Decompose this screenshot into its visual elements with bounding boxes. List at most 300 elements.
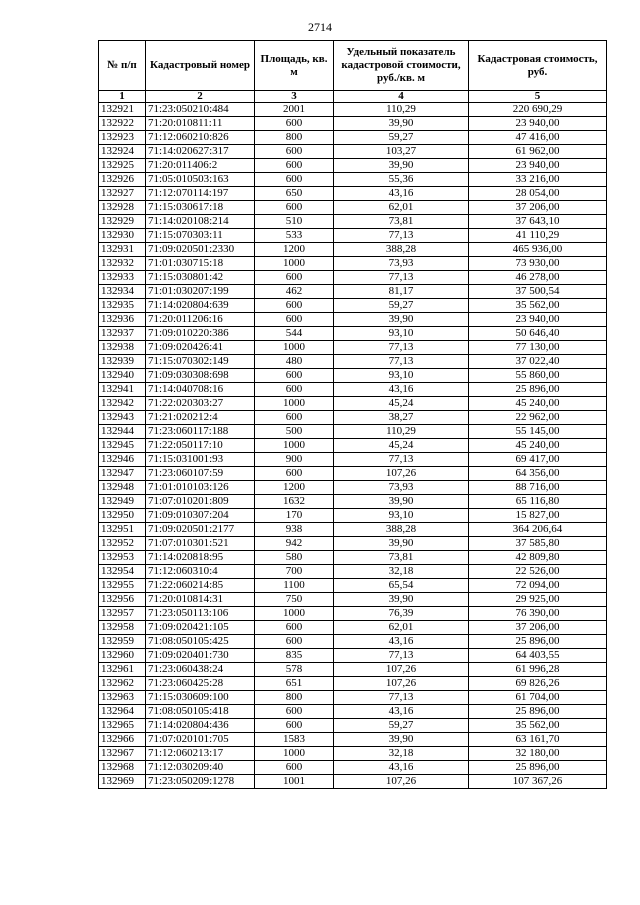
row-number: 132926: [99, 173, 146, 187]
area-value: 1100: [255, 579, 334, 593]
specific-value: 45,24: [334, 439, 469, 453]
specific-value: 81,17: [334, 285, 469, 299]
row-number: 132954: [99, 565, 146, 579]
cadastral-value: 364 206,64: [469, 523, 607, 537]
specific-value: 43,16: [334, 705, 469, 719]
specific-value: 39,90: [334, 733, 469, 747]
cadastral-number: 71:23:060425:28: [146, 677, 255, 691]
cadastral-value: 25 896,00: [469, 761, 607, 775]
table-row: [99, 355, 607, 369]
specific-value: 76,39: [334, 607, 469, 621]
table-row: [99, 453, 607, 467]
cadastral-number: 71:23:060438:24: [146, 663, 255, 677]
cadastral-number: 71:09:010220:386: [146, 327, 255, 341]
cadastral-value: 37 206,00: [469, 201, 607, 215]
cadastral-number: 71:15:030609:100: [146, 691, 255, 705]
specific-value: 77,13: [334, 341, 469, 355]
cadastral-value: 73 930,00: [469, 257, 607, 271]
row-number: 132948: [99, 481, 146, 495]
cadastral-number: 71:23:050113:106: [146, 607, 255, 621]
area-value: 600: [255, 271, 334, 285]
cadastral-number: 71:07:010301:521: [146, 537, 255, 551]
cadastral-value: 72 094,00: [469, 579, 607, 593]
table-row: [99, 579, 607, 593]
table-row: [99, 439, 607, 453]
specific-value: 39,90: [334, 313, 469, 327]
cadastral-value: 69 826,26: [469, 677, 607, 691]
cadastral-number: 71:14:020627:317: [146, 145, 255, 159]
row-number: 132965: [99, 719, 146, 733]
table-row: [99, 341, 607, 355]
cadastral-number: 71:09:010307:204: [146, 509, 255, 523]
area-value: 510: [255, 215, 334, 229]
specific-value: 107,26: [334, 775, 469, 789]
specific-value: 77,13: [334, 453, 469, 467]
table-row: [99, 369, 607, 383]
row-number: 132958: [99, 621, 146, 635]
table-row: [99, 243, 607, 257]
area-value: 600: [255, 159, 334, 173]
cadastral-value: 69 417,00: [469, 453, 607, 467]
cadastral-number: 71:21:020212:4: [146, 411, 255, 425]
row-number: 132934: [99, 285, 146, 299]
cadastral-number: 71:07:010201:809: [146, 495, 255, 509]
table-row: [99, 481, 607, 495]
cadastral-value: 55 860,00: [469, 369, 607, 383]
header-cadastral-number: Кадастровый номер: [146, 41, 255, 91]
cadastral-value: 64 356,00: [469, 467, 607, 481]
row-number: 132945: [99, 439, 146, 453]
row-number: 132929: [99, 215, 146, 229]
cadastral-number: 71:14:040708:16: [146, 383, 255, 397]
cadastral-number: 71:23:060107:59: [146, 467, 255, 481]
cadastral-number: 71:09:020426:41: [146, 341, 255, 355]
area-value: 580: [255, 551, 334, 565]
page-number: 2714: [308, 20, 332, 34]
area-value: 750: [255, 593, 334, 607]
row-number: 132924: [99, 145, 146, 159]
row-number: 132960: [99, 649, 146, 663]
cadastral-value: 47 416,00: [469, 131, 607, 145]
specific-value: 45,24: [334, 397, 469, 411]
area-value: 480: [255, 355, 334, 369]
area-value: 700: [255, 565, 334, 579]
row-number: 132927: [99, 187, 146, 201]
cadastral-value: 220 690,29: [469, 103, 607, 117]
table-row: [99, 495, 607, 509]
header-area: Площадь, кв. м: [255, 41, 334, 91]
table-row: [99, 425, 607, 439]
specific-value: 39,90: [334, 495, 469, 509]
specific-value: 73,93: [334, 257, 469, 271]
row-number: 132937: [99, 327, 146, 341]
area-value: 600: [255, 621, 334, 635]
cadastral-number: 71:15:070303:11: [146, 229, 255, 243]
area-value: 835: [255, 649, 334, 663]
specific-value: 110,29: [334, 425, 469, 439]
table-row: [99, 467, 607, 481]
specific-value: 77,13: [334, 229, 469, 243]
cadastral-value: 64 403,55: [469, 649, 607, 663]
cadastral-number: 71:15:070302:149: [146, 355, 255, 369]
cadastral-number: 71:22:020303:27: [146, 397, 255, 411]
cadastral-value: 23 940,00: [469, 159, 607, 173]
cadastral-value: 37 643,10: [469, 215, 607, 229]
row-number: 132930: [99, 229, 146, 243]
cadastral-number: 71:22:060214:85: [146, 579, 255, 593]
specific-value: 62,01: [334, 621, 469, 635]
cadastral-value: 465 936,00: [469, 243, 607, 257]
table-row: [99, 761, 607, 775]
specific-value: 55,36: [334, 173, 469, 187]
row-number: 132932: [99, 257, 146, 271]
specific-value: 107,26: [334, 467, 469, 481]
cadastral-value: 37 206,00: [469, 621, 607, 635]
area-value: 544: [255, 327, 334, 341]
row-number: 132931: [99, 243, 146, 257]
cadastral-number: 71:01:030715:18: [146, 257, 255, 271]
specific-value: 62,01: [334, 201, 469, 215]
table-row: [99, 747, 607, 761]
specific-value: 73,81: [334, 215, 469, 229]
table-row: [99, 299, 607, 313]
cadastral-number: 71:09:020401:730: [146, 649, 255, 663]
cadastral-number: 71:09:030308:698: [146, 369, 255, 383]
row-number: 132936: [99, 313, 146, 327]
cadastral-value: 41 110,29: [469, 229, 607, 243]
table-row: [99, 313, 607, 327]
table-row: [99, 383, 607, 397]
cadastral-value: 61 996,28: [469, 663, 607, 677]
area-value: 1000: [255, 257, 334, 271]
cadastral-value: 61 962,00: [469, 145, 607, 159]
specific-value: 73,81: [334, 551, 469, 565]
cadastral-number: 71:09:020501:2330: [146, 243, 255, 257]
area-value: 942: [255, 537, 334, 551]
row-number: 132922: [99, 117, 146, 131]
area-value: 600: [255, 145, 334, 159]
table-row: [99, 397, 607, 411]
table-row: [99, 663, 607, 677]
cadastral-value: 76 390,00: [469, 607, 607, 621]
specific-value: 110,29: [334, 103, 469, 117]
area-value: 600: [255, 411, 334, 425]
specific-value: 59,27: [334, 299, 469, 313]
row-number: 132944: [99, 425, 146, 439]
row-number: 132928: [99, 201, 146, 215]
cadastral-value: 88 716,00: [469, 481, 607, 495]
cadastral-value: 25 896,00: [469, 383, 607, 397]
cadastral-value: 32 180,00: [469, 747, 607, 761]
row-number: 132959: [99, 635, 146, 649]
table-row: [99, 285, 607, 299]
area-value: 1583: [255, 733, 334, 747]
area-value: 600: [255, 719, 334, 733]
table-row: [99, 621, 607, 635]
specific-value: 43,16: [334, 383, 469, 397]
specific-value: 32,18: [334, 747, 469, 761]
cadastral-number: 71:20:011206:16: [146, 313, 255, 327]
cadastral-number: 71:08:050105:425: [146, 635, 255, 649]
row-number: 132949: [99, 495, 146, 509]
row-number: 132969: [99, 775, 146, 789]
cadastral-number: 71:09:020501:2177: [146, 523, 255, 537]
area-value: 500: [255, 425, 334, 439]
cadastral-number: 71:09:020421:105: [146, 621, 255, 635]
specific-value: 73,93: [334, 481, 469, 495]
header-number: № п/п: [99, 41, 146, 91]
cadastral-value: 25 896,00: [469, 635, 607, 649]
row-number: 132962: [99, 677, 146, 691]
row-number: 132957: [99, 607, 146, 621]
row-number: 132943: [99, 411, 146, 425]
table-row: [99, 145, 607, 159]
cadastral-number: 71:15:030801:42: [146, 271, 255, 285]
area-value: 600: [255, 635, 334, 649]
cadastral-value: 25 896,00: [469, 705, 607, 719]
table-row: [99, 691, 607, 705]
area-value: 600: [255, 313, 334, 327]
specific-value: 93,10: [334, 369, 469, 383]
table-row: [99, 187, 607, 201]
specific-value: 43,16: [334, 635, 469, 649]
area-value: 462: [255, 285, 334, 299]
row-number: 132961: [99, 663, 146, 677]
specific-value: 43,16: [334, 187, 469, 201]
row-number: 132968: [99, 761, 146, 775]
area-value: 600: [255, 117, 334, 131]
table-row: [99, 775, 607, 789]
area-value: 600: [255, 383, 334, 397]
table-row: [99, 159, 607, 173]
area-value: 650: [255, 187, 334, 201]
cadastral-value-table: [98, 40, 607, 789]
row-number: 132956: [99, 593, 146, 607]
table-row: [99, 537, 607, 551]
row-number: 132946: [99, 453, 146, 467]
cadastral-value: 22 526,00: [469, 565, 607, 579]
cadastral-number: 71:12:060210:826: [146, 131, 255, 145]
table-row: [99, 103, 607, 117]
row-number: 132950: [99, 509, 146, 523]
specific-value: 65,54: [334, 579, 469, 593]
cadastral-value: 28 054,00: [469, 187, 607, 201]
row-number: 132951: [99, 523, 146, 537]
cadastral-number: 71:14:020804:436: [146, 719, 255, 733]
table-row: [99, 607, 607, 621]
column-index: 4: [334, 91, 469, 103]
row-number: 132941: [99, 383, 146, 397]
cadastral-value: 63 161,70: [469, 733, 607, 747]
column-index-row: [99, 91, 607, 103]
area-value: 2001: [255, 103, 334, 117]
specific-value: 77,13: [334, 649, 469, 663]
area-value: 600: [255, 705, 334, 719]
cadastral-number: 71:14:020108:214: [146, 215, 255, 229]
table-row: [99, 733, 607, 747]
area-value: 600: [255, 201, 334, 215]
specific-value: 93,10: [334, 327, 469, 341]
column-index: 1: [99, 91, 146, 103]
specific-value: 39,90: [334, 537, 469, 551]
row-number: 132955: [99, 579, 146, 593]
row-number: 132947: [99, 467, 146, 481]
row-number: 132953: [99, 551, 146, 565]
cadastral-value: 107 367,26: [469, 775, 607, 789]
row-number: 132967: [99, 747, 146, 761]
cadastral-value: 77 130,00: [469, 341, 607, 355]
table-row: [99, 509, 607, 523]
header-row: [99, 41, 607, 91]
cadastral-value: 37 585,80: [469, 537, 607, 551]
table-row: [99, 551, 607, 565]
table-row: [99, 229, 607, 243]
cadastral-number: 71:08:050105:418: [146, 705, 255, 719]
cadastral-number: 71:20:010811:11: [146, 117, 255, 131]
cadastral-number: 71:12:060213:17: [146, 747, 255, 761]
cadastral-value: 46 278,00: [469, 271, 607, 285]
specific-value: 103,27: [334, 145, 469, 159]
table-row: [99, 677, 607, 691]
area-value: 938: [255, 523, 334, 537]
row-number: 132923: [99, 131, 146, 145]
table-row: [99, 649, 607, 663]
cadastral-number: 71:15:031001:93: [146, 453, 255, 467]
area-value: 170: [255, 509, 334, 523]
cadastral-value: 65 116,80: [469, 495, 607, 509]
row-number: 132938: [99, 341, 146, 355]
specific-value: 59,27: [334, 131, 469, 145]
area-value: 600: [255, 299, 334, 313]
cadastral-number: 71:12:030209:40: [146, 761, 255, 775]
cadastral-number: 71:14:020804:639: [146, 299, 255, 313]
cadastral-number: 71:23:050209:1278: [146, 775, 255, 789]
table-row: [99, 719, 607, 733]
row-number: 132966: [99, 733, 146, 747]
table-row: [99, 215, 607, 229]
specific-value: 39,90: [334, 159, 469, 173]
cadastral-value: 50 646,40: [469, 327, 607, 341]
row-number: 132964: [99, 705, 146, 719]
specific-value: 43,16: [334, 761, 469, 775]
column-index: 5: [469, 91, 607, 103]
cadastral-value: 33 216,00: [469, 173, 607, 187]
table-row: [99, 565, 607, 579]
column-index: 2: [146, 91, 255, 103]
area-value: 600: [255, 761, 334, 775]
area-value: 800: [255, 691, 334, 705]
area-value: 1000: [255, 439, 334, 453]
specific-value: 107,26: [334, 663, 469, 677]
table-row: [99, 593, 607, 607]
area-value: 1200: [255, 243, 334, 257]
cadastral-value: 55 145,00: [469, 425, 607, 439]
specific-value: 77,13: [334, 355, 469, 369]
cadastral-value: 61 704,00: [469, 691, 607, 705]
header-specific-value: Удельный показатель кадастровой стоимости, руб./кв. м: [334, 41, 469, 91]
cadastral-value: 35 562,00: [469, 299, 607, 313]
area-value: 900: [255, 453, 334, 467]
table-row: [99, 117, 607, 131]
specific-value: 32,18: [334, 565, 469, 579]
area-value: 1001: [255, 775, 334, 789]
table-row: [99, 411, 607, 425]
cadastral-value: 42 809,80: [469, 551, 607, 565]
cadastral-value: 37 500,54: [469, 285, 607, 299]
row-number: 132942: [99, 397, 146, 411]
row-number: 132952: [99, 537, 146, 551]
area-value: 600: [255, 467, 334, 481]
area-value: 600: [255, 173, 334, 187]
area-value: 1000: [255, 607, 334, 621]
cadastral-value: 29 925,00: [469, 593, 607, 607]
specific-value: 388,28: [334, 523, 469, 537]
cadastral-value: 22 962,00: [469, 411, 607, 425]
table-row: [99, 131, 607, 145]
area-value: 533: [255, 229, 334, 243]
row-number: 132940: [99, 369, 146, 383]
table-row: [99, 635, 607, 649]
cadastral-value: 37 022,40: [469, 355, 607, 369]
specific-value: 39,90: [334, 117, 469, 131]
area-value: 600: [255, 369, 334, 383]
header-cadastral-value: Кадастровая стоимость, руб.: [469, 41, 607, 91]
table-row: [99, 173, 607, 187]
cadastral-value: 45 240,00: [469, 397, 607, 411]
row-number: 132939: [99, 355, 146, 369]
cadastral-number: 71:01:030207:199: [146, 285, 255, 299]
cadastral-number: 71:23:050210:484: [146, 103, 255, 117]
table-row: [99, 257, 607, 271]
cadastral-number: 71:14:020818:95: [146, 551, 255, 565]
cadastral-number: 71:05:010503:163: [146, 173, 255, 187]
cadastral-value: 15 827,00: [469, 509, 607, 523]
area-value: 1000: [255, 747, 334, 761]
cadastral-number: 71:22:050117:10: [146, 439, 255, 453]
cadastral-value: 35 562,00: [469, 719, 607, 733]
table-row: [99, 523, 607, 537]
cadastral-value: 23 940,00: [469, 313, 607, 327]
cadastral-number: 71:20:011406:2: [146, 159, 255, 173]
specific-value: 38,27: [334, 411, 469, 425]
table-row: [99, 271, 607, 285]
cadastral-number: 71:12:060310:4: [146, 565, 255, 579]
cadastral-number: 71:20:010814:31: [146, 593, 255, 607]
cadastral-number: 71:07:020101:705: [146, 733, 255, 747]
specific-value: 77,13: [334, 691, 469, 705]
area-value: 651: [255, 677, 334, 691]
table-row: [99, 201, 607, 215]
cadastral-number: 71:23:060117:188: [146, 425, 255, 439]
table-body: [99, 103, 607, 789]
area-value: 800: [255, 131, 334, 145]
cadastral-number: 71:15:030617:18: [146, 201, 255, 215]
specific-value: 107,26: [334, 677, 469, 691]
specific-value: 93,10: [334, 509, 469, 523]
cadastral-number: 71:12:070114:197: [146, 187, 255, 201]
cadastral-value: 23 940,00: [469, 117, 607, 131]
specific-value: 77,13: [334, 271, 469, 285]
row-number: 132921: [99, 103, 146, 117]
specific-value: 59,27: [334, 719, 469, 733]
area-value: 1000: [255, 341, 334, 355]
cadastral-value: 45 240,00: [469, 439, 607, 453]
column-index: 3: [255, 91, 334, 103]
area-value: 578: [255, 663, 334, 677]
table-row: [99, 327, 607, 341]
cadastral-number: 71:01:010103:126: [146, 481, 255, 495]
table-row: [99, 705, 607, 719]
